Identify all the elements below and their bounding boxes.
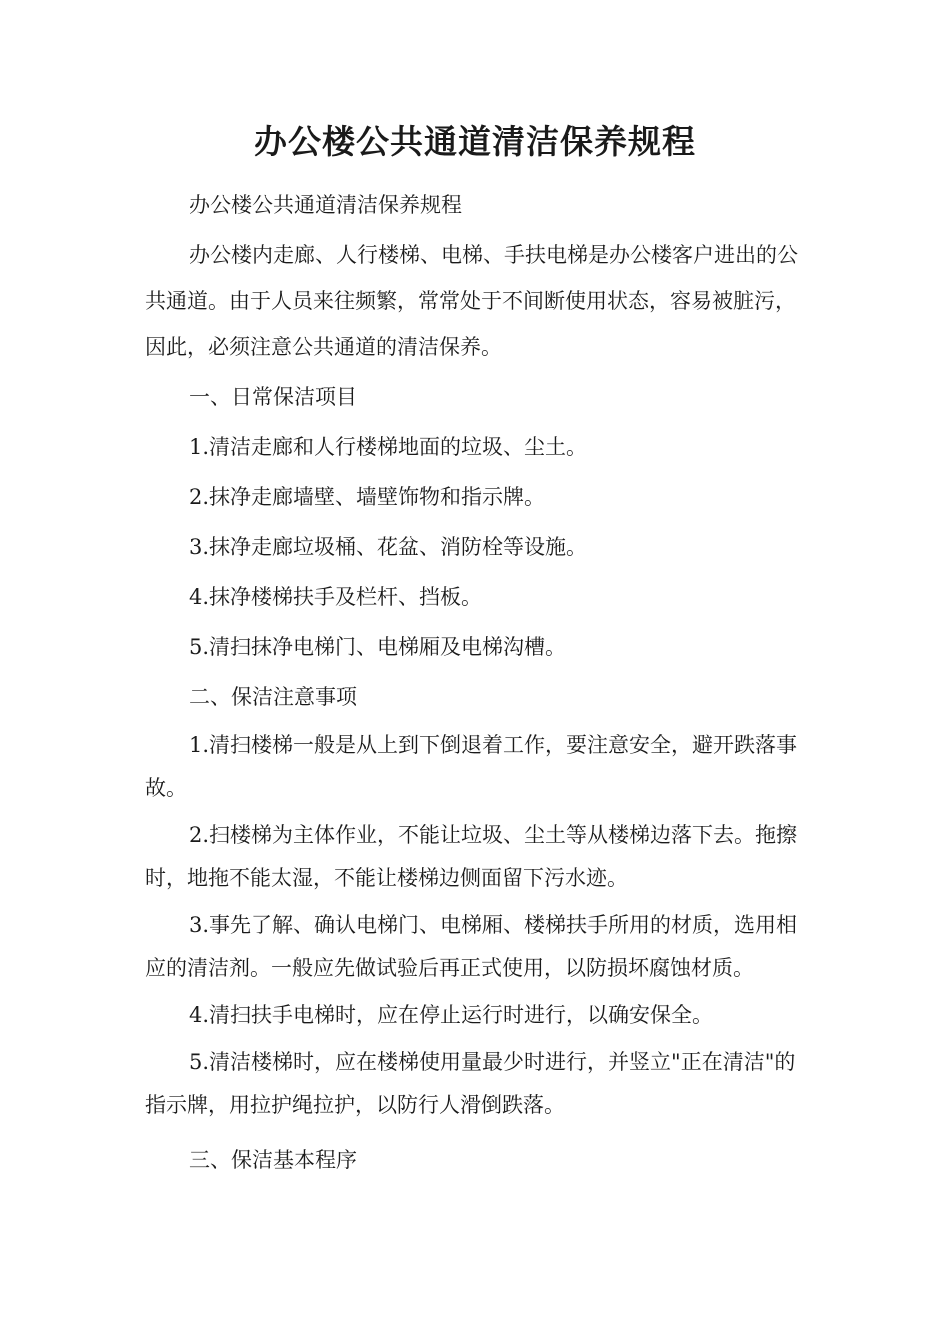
paragraph-subtitle: 办公楼公共通道清洁保养规程 bbox=[189, 193, 462, 217]
section-heading-precautions: 二、保洁注意事项 bbox=[189, 685, 357, 709]
list-item-daily-2: 2.抹净走廊墙壁、墙壁饰物和指示牌。 bbox=[189, 485, 546, 509]
list-item-precaution-2: 2.扫楼梯为主体作业，不能让垃圾、尘土等从楼梯边落下去。拖擦时，地拖不能太湿，不能让楼梯边侧面留下污水迹。 bbox=[145, 823, 798, 890]
document-body bbox=[145, 182, 810, 1187]
list-item-precaution-4: 4.清扫扶手电梯时，应在停止运行时进行，以确安保全。 bbox=[189, 1003, 714, 1027]
list-item-daily-1: 1.清洁走廊和人行楼梯地面的垃圾、尘土。 bbox=[189, 435, 588, 459]
list-item-daily-4: 4.抹净楼梯扶手及栏杆、挡板。 bbox=[189, 585, 483, 609]
list-item-daily-5: 5.清扫抹净电梯门、电梯厢及电梯沟槽。 bbox=[189, 635, 567, 659]
list-item-daily-3: 3.抹净走廊垃圾桶、花盆、消防栓等设施。 bbox=[189, 535, 588, 559]
section-heading-basic-procedure: 三、保洁基本程序 bbox=[189, 1148, 357, 1172]
paragraph-intro: 办公楼内走廊、人行楼梯、电梯、手扶电梯是办公楼客户进出的公共通道。由于人员来往频繁，常常处于不间断使用状态，容易被脏污，因此，必须注意公共通道的清洁保养。 bbox=[145, 243, 798, 359]
list-item-precaution-3: 3.事先了解、确认电梯门、电梯厢、楼梯扶手所用的材质，选用相应的清洁剂。一般应先做试验后再正式使用，以防损坏腐蚀材质。 bbox=[145, 913, 798, 980]
document-title: 办公楼公共通道清洁保养规程 bbox=[254, 122, 696, 161]
section-heading-daily-cleaning: 一、日常保洁项目 bbox=[189, 385, 357, 409]
list-item-precaution-1: 1.清扫楼梯一般是从上到下倒退着工作，要注意安全，避开跌落事故。 bbox=[145, 733, 798, 800]
list-item-precaution-5: 5.清洁楼梯时，应在楼梯使用量最少时进行，并竖立"正在清洁"的指示牌，用拉护绳拉护，以防行人滑倒跌落。 bbox=[145, 1050, 796, 1117]
